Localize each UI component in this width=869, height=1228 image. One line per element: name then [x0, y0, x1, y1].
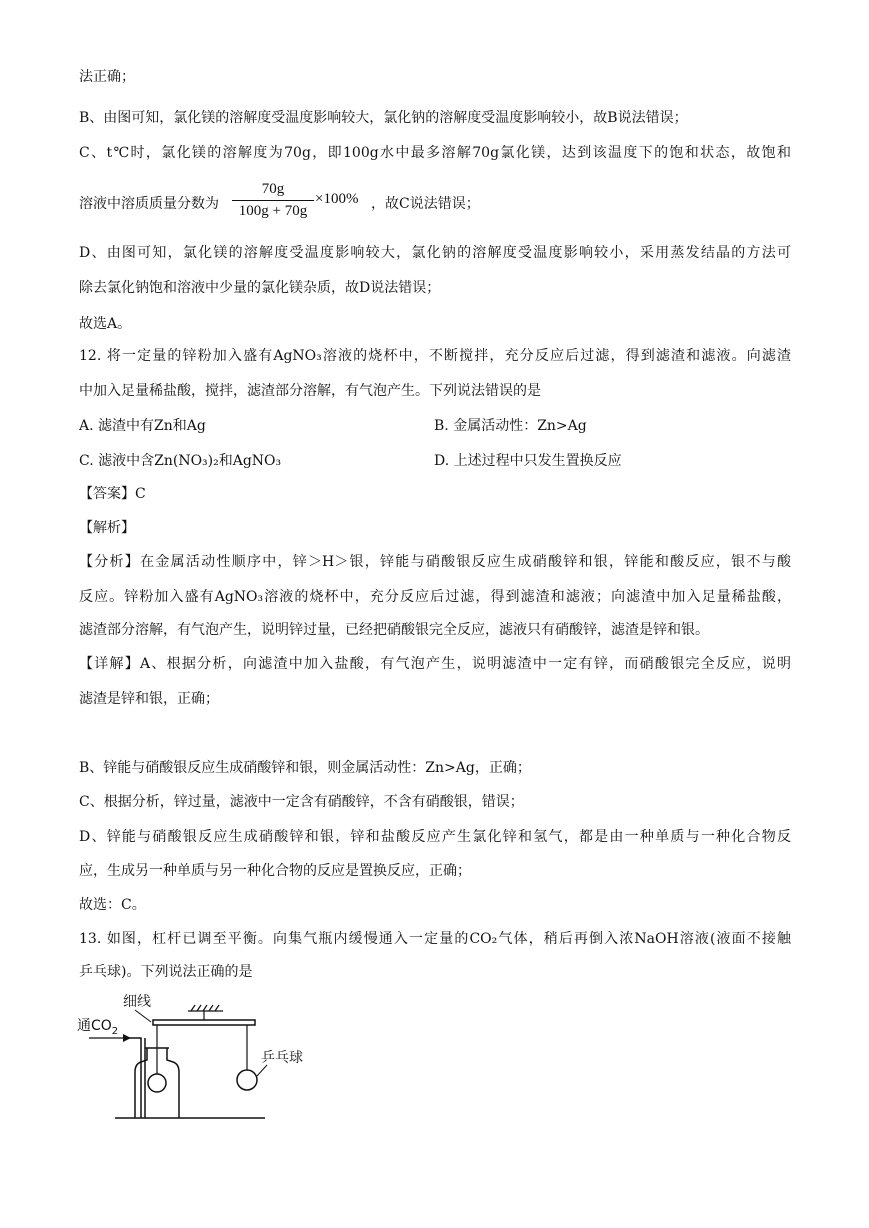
question-12-line: 中加入足量稀盐酸，搅拌，滤渣部分溶解，有气泡产生。下列说法错误的是 — [79, 383, 541, 399]
detail-line: D、锌能与硝酸银反应生成硝酸锌和银，锌和盐酸反应产生氯化锌和氢气，都是由一种单质与一种化合物反 — [79, 829, 791, 845]
fraction-numerator: 70g — [261, 181, 285, 197]
analysis-line: 滤渣部分溶解，有气泡产生，说明锌过量，已经把硝酸银完全反应，滤液只有硝酸锌，滤渣是锌和银。 — [79, 622, 709, 638]
lever-bottle-diagram — [75, 990, 315, 1130]
co2-arrow — [123, 1034, 131, 1042]
text-line-lead: 溶液中溶质质量分数为 — [79, 196, 219, 212]
question-13-line: 13. 如图，杠杆已调至平衡。向集气瓶内缓慢通入一定量的CO₂气体，稍后再倒入浓NaOH溶液(液面不接触 — [79, 931, 791, 947]
fraction-bar — [232, 200, 314, 201]
co2-label: 通$CO_2$ — [77, 1018, 119, 1037]
fraction-formula — [232, 180, 314, 221]
detail-line: 应，生成另一种单质与另一种化合物的反应是置换反应，正确； — [79, 863, 471, 879]
detail-line: 故选：C。 — [79, 897, 146, 913]
right-pingpong-ball — [237, 1070, 257, 1090]
text-line: 故选A。 — [79, 316, 132, 332]
thread-label: 细线 — [123, 994, 151, 1010]
pingpong-label: 乒乓球 — [261, 1050, 303, 1066]
detail-line: 【详解】A、根据分析，向滤渣中加入盐酸，有气泡产生，说明滤渣中一定有锌，而硝酸银完全反应，说明 — [79, 656, 791, 672]
option-b: B. 金属活动性：Zn>Ag — [434, 418, 587, 434]
detail-line: B、锌能与硝酸银反应生成硝酸锌和银，则金属活动性：Zn>Ag，正确； — [79, 760, 531, 776]
fraction-denominator: 100g + 70g — [238, 203, 308, 219]
text-line: B、由图可知，氯化镁的溶解度受温度影响较大，氯化钠的溶解度受温度影响较小，故B说法错误； — [79, 110, 688, 126]
analysis-line: 反应。锌粉加入盛有AgNO₃溶液的烧杯中，充分反应后过滤，得到滤渣和滤液；向滤渣中加入足量稀盐酸， — [79, 589, 791, 605]
detail-line: 滤渣是锌和银，正确； — [79, 691, 219, 707]
text-line-rest: ，故C说法错误； — [371, 196, 480, 212]
left-pingpong-ball — [148, 1074, 166, 1092]
inlet-tube — [127, 1038, 141, 1118]
answer-line: 【答案】C — [79, 486, 146, 502]
detail-line: C、根据分析，锌过量，滤液中一定含有硝酸锌，不含有硝酸银，错误； — [79, 794, 524, 810]
text-line: 除去氯化钠饱和溶液中少量的氯化镁杂质，故D说法错误； — [79, 280, 441, 296]
text-line: C、t℃时，氯化镁的溶解度为70g，即100g水中最多溶解70g氯化镁，达到该温度下的饱和状态，故饱和 — [79, 145, 791, 161]
option-a: A. 滤渣中有Zn和Ag — [79, 418, 206, 434]
option-c: C. 滤液中含Zn(NO₃)₂和AgNO₃ — [79, 453, 282, 469]
question-12-line: 12. 将一定量的锌粉加入盛有AgNO₃溶液的烧杯中，不断搅拌，充分反应后过滤，得到滤渣和滤液。向滤渣 — [79, 348, 791, 364]
text-line: 法正确； — [79, 69, 135, 85]
lever-bar — [153, 1020, 255, 1025]
option-d: D. 上述过程中只发生置换反应 — [434, 453, 622, 469]
ceiling-hatch — [188, 1005, 223, 1020]
question-13-line: 乒乓球)。下列说法正确的是 — [79, 964, 253, 980]
text-line: D、由图可知，氯化镁的溶解度受温度影响较大，氯化钠的溶解度受温度影响较小，采用蒸发结晶的方法可 — [79, 245, 791, 261]
fraction-multiplier: ×100% — [315, 191, 359, 207]
analysis-line: 【分析】在金属活动性顺序中，锌＞H＞银，锌能与硝酸银反应生成硝酸锌和银，锌能和酸反应，银不与酸 — [79, 554, 791, 570]
analysis-heading: 【解析】 — [79, 520, 135, 536]
